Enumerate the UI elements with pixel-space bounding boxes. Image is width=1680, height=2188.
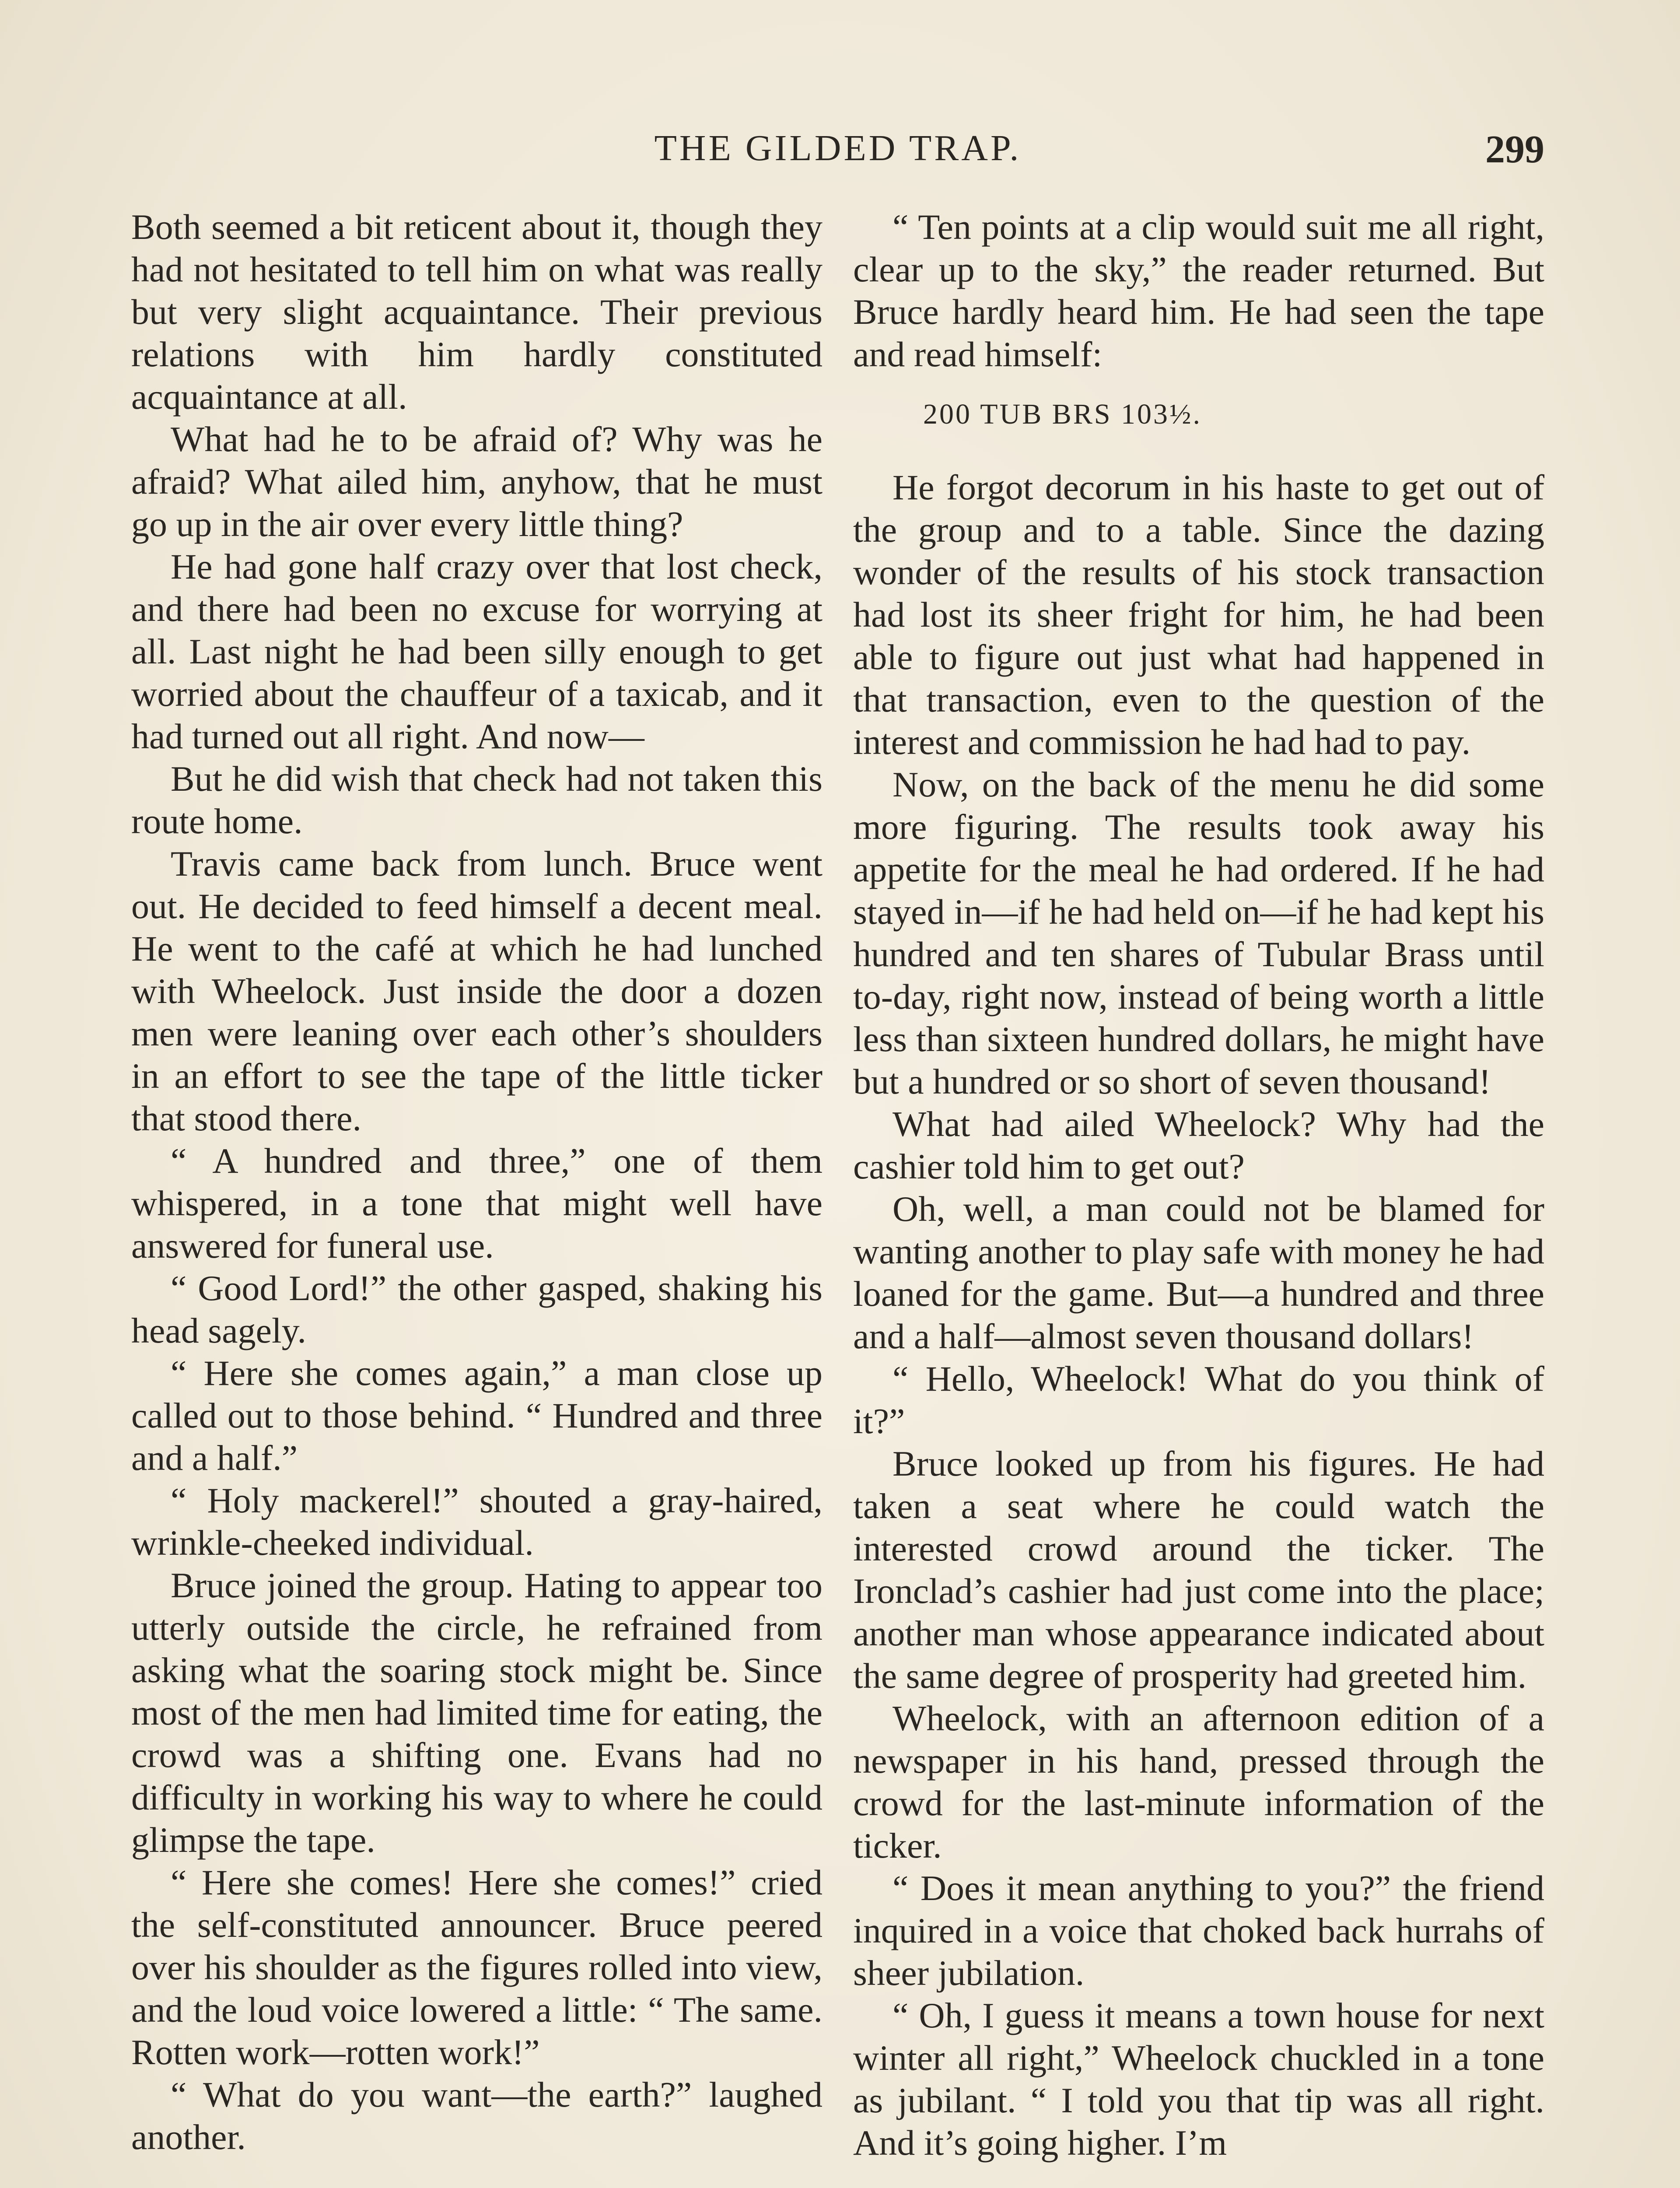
paragraph: He had gone half crazy over that lost check, and there had been no excuse for worrying at all. Last night he had been silly enough to get worried about the chauffeur of a taxicab, and it had turned out all right. And now—: [131, 547, 822, 756]
page-header: [131, 127, 1544, 179]
paragraph: Bruce looked up from his figures. He had taken a seat where he could watch the interested crowd around the ticker. The Ironclad’s cashier had just come into the place; another man whose appearance indicated about the same degree of prosperity had greeted him.: [853, 1444, 1544, 1696]
paragraph: Bruce joined the group. Hating to appear too utterly outside the circle, he refrained from asking what the soaring stock might be. Since most of the men had limited time for eating, the crowd was a shifting one. Evans had no difficulty in working his way to where he could glimpse the tape.: [131, 1565, 822, 1860]
paragraph: “ Here she comes! Here she comes!” cried the self-constituted announcer. Bruce peered over his shoulder as the figures rolled into view, and the loud voice lowered a little: “ The same. Rotten work—rotten work!”: [131, 1862, 822, 2072]
paragraph: “ Ten points at a clip would suit me all right, clear up to the sky,” the reader returned. But Bruce hardly heard him. He had seen the tape and read himself:: [853, 207, 1544, 374]
paragraph: “ Good Lord!” the other gasped, shaking his head sagely.: [131, 1268, 822, 1350]
paragraph: “ Here she comes again,” a man close up called out to those behind. “ Hundred and three and a half.”: [131, 1353, 822, 1478]
right-column: [853, 206, 1544, 2164]
ticker-tape-line: 200 TUB BRS 103½.: [923, 398, 1202, 430]
paragraph: What had ailed Wheelock? Why had the cashier told him to get out?: [853, 1104, 1544, 1186]
paragraph: Oh, well, a man could not be blamed for wanting another to play safe with money he had loaned for the game. But—a hundred and three and a half—almost seven thousand dollars!: [853, 1189, 1544, 1356]
running-head: THE GILDED TRAP.: [654, 128, 1022, 168]
paragraph: But he did wish that check had not taken this route home.: [131, 759, 822, 841]
paragraph: He forgot decorum in his haste to get out of the group and to a table. Since the dazing wonder of the results of his stock transaction had lost its sheer fright for him, he had been able to figure out just what had happened in that transaction, even to the question of the interest and commission he had had to pay.: [853, 467, 1544, 762]
paragraph: “ A hundred and three,” one of them whispered, in a tone that might well have answered for funeral use.: [131, 1141, 822, 1266]
paragraph: What had he to be afraid of? Why was he afraid? What ailed him, anyhow, that he must go up in the air over every little thing?: [131, 419, 822, 544]
paragraph: Both seemed a bit reticent about it, though they had not hesitated to tell him on what was really but very slight acquaintance. Their previous relations with him hardly constituted acquaintance at all.: [131, 207, 822, 417]
page-number: 299: [1485, 128, 1544, 171]
left-column: [131, 206, 822, 2158]
paragraph: “ What do you want—the earth?” laughed another.: [131, 2075, 822, 2157]
paragraph: “ Hello, Wheelock! What do you think of it?”: [853, 1359, 1544, 1441]
paragraph: “ Holy mackerel!” shouted a gray-haired, wrinkle-cheeked individual.: [131, 1480, 822, 1563]
paragraph: Now, on the back of the menu he did some more figuring. The results took away his appetite for the meal he had ordered. If he had stayed in—if he had held on—if he had kept his hundred and ten shares of Tubular Brass until to-day, right now, instead of being worth a little less than sixteen hundred dollars, he might have but a hundred or so short of seven thousand!: [853, 764, 1544, 1101]
paragraph: Wheelock, with an afternoon edition of a newspaper in his hand, pressed through the crowd for the last-minute information of the ticker.: [853, 1698, 1544, 1865]
paragraph: “ Does it mean anything to you?” the friend inquired in a voice that choked back hurrahs of sheer jubilation.: [853, 1868, 1544, 1993]
paragraph: Travis came back from lunch. Bruce went out. He decided to feed himself a decent meal. He went to the café at which he had lunched with Wheelock. Just inside the door a dozen men were leaning over each other’s shoulders in an effort to see the tape of the little ticker that stood there.: [131, 844, 822, 1138]
paragraph: “ Oh, I guess it means a town house for next winter all right,” Wheelock chuckled in a tone as jubilant. “ I told you that tip was all right. And it’s going higher. I’m: [853, 1995, 1544, 2163]
